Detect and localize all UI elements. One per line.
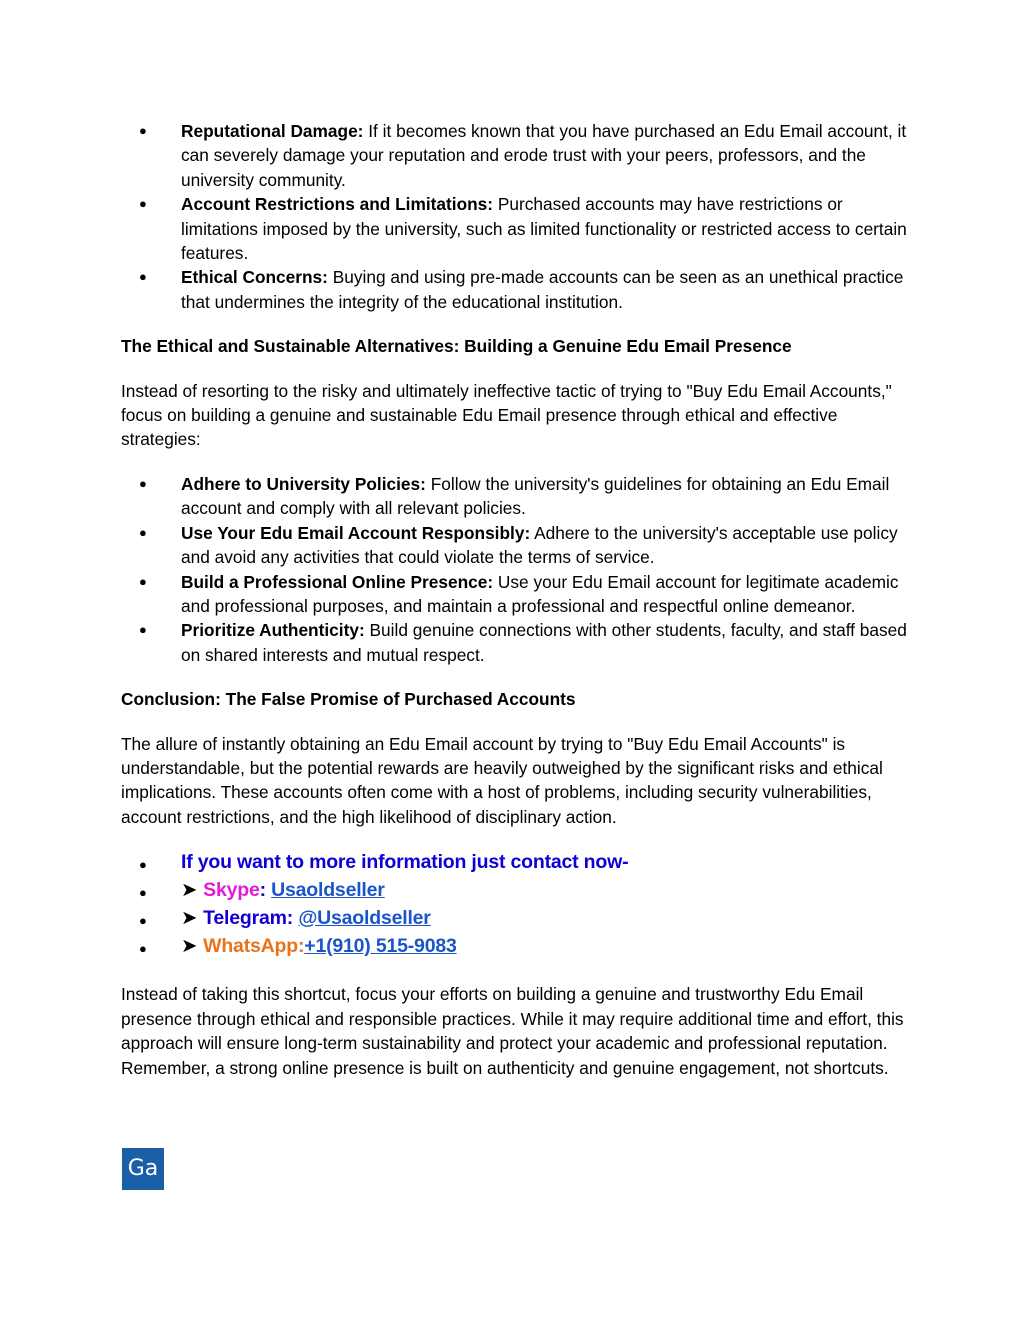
alternatives-list [121,472,911,667]
list-item-text: Buying and using pre-made accounts can be seen as an unethical practice that undermines the integrity of the educational institution. [181,267,904,312]
skype-link[interactable]: Usaoldseller [271,878,385,901]
document-page [121,119,911,1080]
whatsapp-separator: : [297,934,305,957]
contact-intro [121,849,911,877]
whatsapp-label: WhatsApp [203,934,298,957]
whatsapp-link[interactable]: +1(910) 515-9083 [304,934,457,957]
list-item [121,618,911,667]
list-item [121,119,911,192]
contact-intro-text: If you want to more information just contact now- [181,851,629,874]
list-item [121,265,911,314]
list-item-title: Reputational Damage: [181,121,364,141]
list-item-text: Follow the university's guidelines for obtaining an Edu Email account and comply with all relevant policies. [181,473,890,519]
list-item-text: Adhere to the university's acceptable use policy and avoid any activities that could violate the terms of service. [181,522,898,568]
skype-separator: : [259,878,272,901]
telegram-link[interactable]: @Usaoldseller [298,906,431,929]
contact-telegram [121,905,911,933]
list-item-title: Use Your Edu Email Account Responsibly: [181,522,531,543]
telegram-label: Telegram [203,906,287,929]
section-heading-conclusion: Conclusion: The False Promise of Purchased Accounts [121,689,576,710]
list-item-text: If it becomes known that you have purchased an Edu Email account, it can severely damage your reputation and erode trust with your peers, professors, and the university community. [181,121,907,190]
list-item [121,570,911,619]
telegram-separator: : [286,906,299,929]
list-item-text: Purchased accounts may have restrictions or limitations imposed by the university, such as limited functionality or restricted access to certain features. [181,194,907,264]
list-item [121,472,911,521]
list-item [121,521,911,570]
list-item [121,192,911,265]
list-item-text: Use your Edu Email account for legitimate academic and professional purposes, and maintain a professional and respectful online demeanor. [181,571,899,616]
list-item-title: Account Restrictions and Limitations: [181,194,494,215]
section-heading-alternatives: The Ethical and Sustainable Alternatives: Building a Genuine Edu Email Presence [121,336,792,357]
alternatives-paragraph: Instead of resorting to the risky and ultimately ineffective tactic of trying to "Buy Edu Email Accounts," focus on building a genuine and sustainable Edu Email presence through ethical and effective strategies: [121,380,892,450]
ga-logo-icon: Ga [122,1148,164,1190]
list-item-title: Build a Professional Online Presence: [181,571,494,592]
contact-whatsapp [121,933,911,961]
arrow-icon: ➤ [181,906,198,929]
contact-skype [121,877,911,905]
risks-list [121,119,911,314]
contact-list [121,849,911,960]
skype-label: Skype [203,878,260,901]
list-item-title: Prioritize Authenticity: [181,620,365,641]
arrow-icon: ➤ [181,934,198,957]
list-item-text: Build genuine connections with other students, faculty, and staff based on shared interests and mutual respect. [181,620,907,665]
arrow-icon: ➤ [181,878,198,901]
list-item-title: Adhere to University Policies: [181,473,426,494]
closing-paragraph: Instead of taking this shortcut, focus your efforts on building a genuine and trustworthy Edu Email presence through ethical and responsible practices. While it may require additional time and effort, this approach will ensure long-term sustainability and protect your academic and professional reputation. Remember, a strong online presence is built on authenticity and genuine engagement, not shortcuts. [121,984,904,1078]
conclusion-paragraph: The allure of instantly obtaining an Edu Email account by trying to "Buy Edu Email Accounts" is understandable, but the potential rewards are heavily outweighed by the significant risks and ethical implications. These accounts often come with a host of problems, including security vulnerabilities, account restrictions, and the high likelihood of disciplinary action. [121,733,883,827]
list-item-title: Ethical Concerns: [181,267,328,288]
